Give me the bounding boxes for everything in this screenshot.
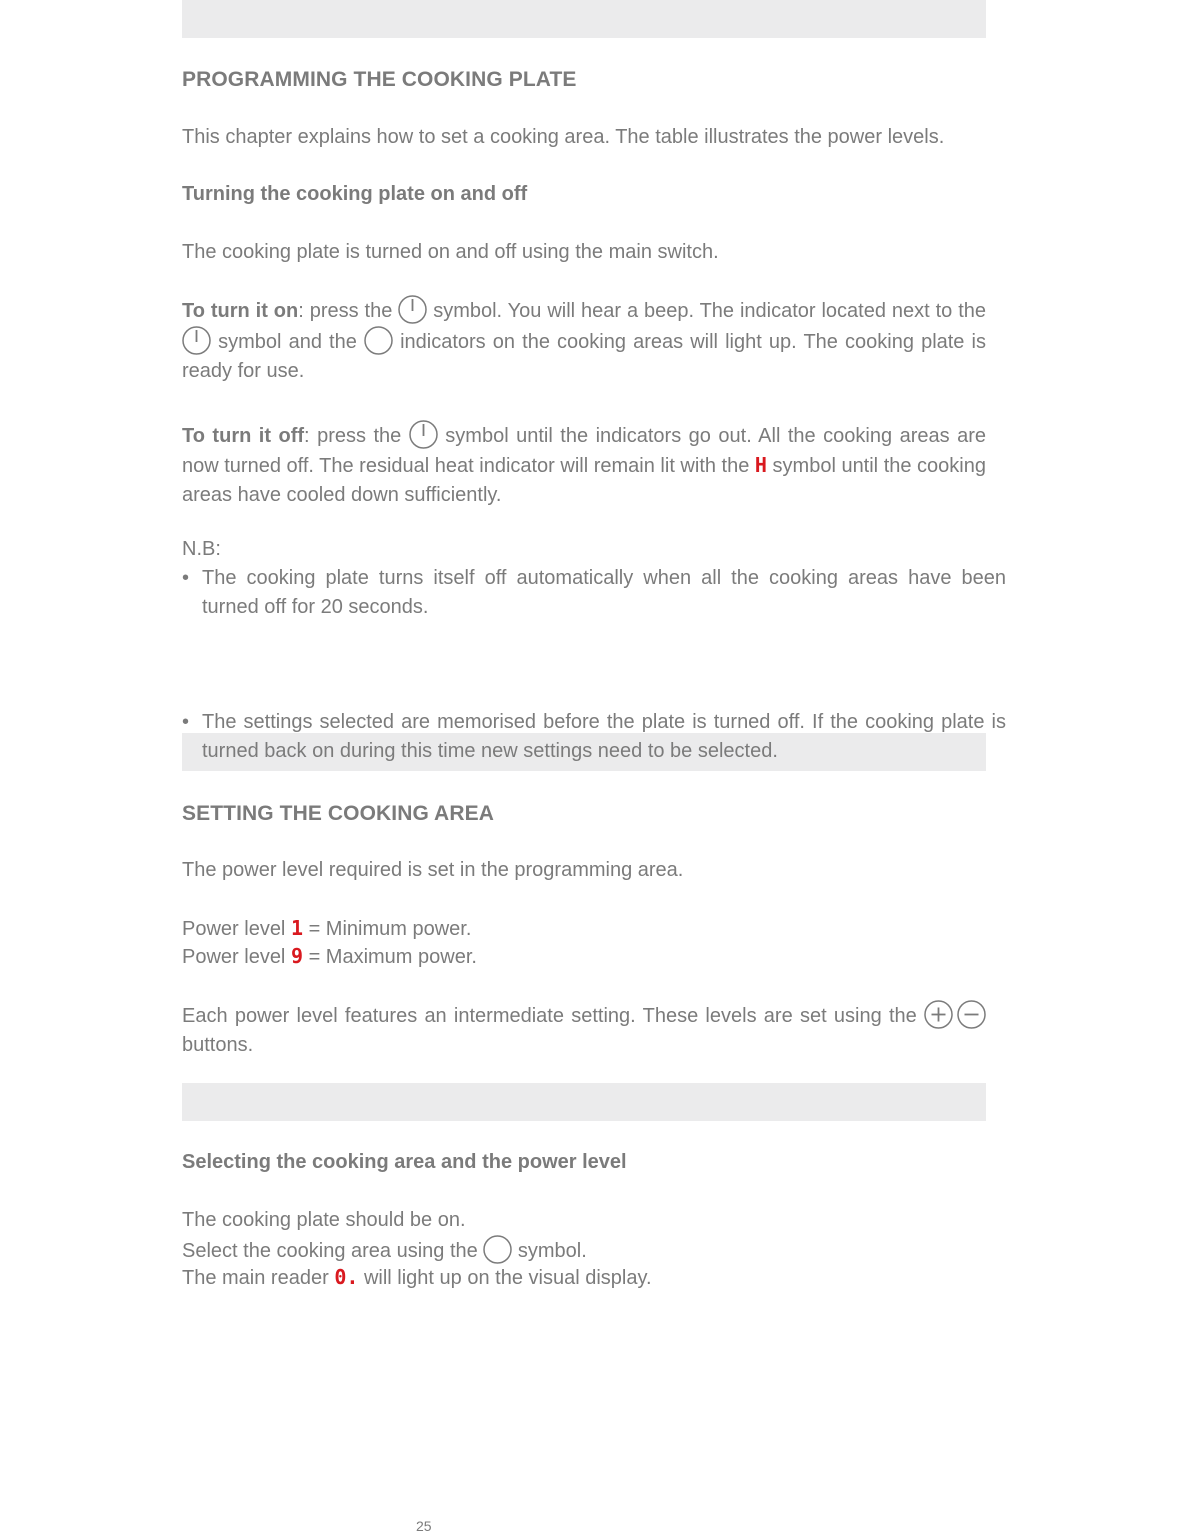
selecting-line-1: The cooking plate should be on. (182, 1209, 466, 1231)
subsection-title-selecting: Selecting the cooking area and the power level (182, 1151, 627, 1173)
power-icon (398, 295, 427, 324)
setting-intro: The power level required is set in the programming area. (182, 859, 684, 881)
power-level-max-prefix: Power level (182, 946, 286, 968)
turn-off-label: To turn it off (182, 425, 305, 447)
section-bar-selecting (182, 1083, 986, 1121)
selecting-line-2-text-b: symbol. (517, 1240, 587, 1262)
power-level-min (182, 914, 986, 944)
display-digit-9: 9 (290, 944, 303, 968)
turn-on-label: To turn it on (182, 300, 299, 322)
bullet-mark: • (182, 567, 190, 589)
intermediate-text-2: buttons. (182, 1034, 254, 1056)
bullet-text: The settings selected are memorised before the plate is turned off. If the cooking plate is turned back on during this time new settings need to be selected. (202, 711, 1006, 762)
selecting-line-3-text-b: will light up on the visual display. (363, 1267, 652, 1289)
turn-off-text-1: : press the (304, 425, 402, 447)
turn-on-text-1: : press the (298, 300, 393, 322)
page-number: 25 (416, 1518, 432, 1534)
bullet-text: The cooking plate turns itself off automatically when all the cooking areas have been turned off for 20 seconds. (202, 567, 1006, 618)
power-level-min-prefix: Power level (182, 918, 286, 940)
power-icon (409, 420, 438, 449)
cooking-area-circle-icon (364, 326, 393, 355)
intermediate-paragraph (182, 1000, 986, 1060)
intermediate-text-1: Each power level features an intermediate setting. These levels are set using the (182, 1005, 917, 1027)
display-digit-0: 0. (334, 1265, 359, 1289)
display-digit-1: 1 (290, 916, 303, 940)
power-level-min-suffix: = Minimum power. (308, 918, 472, 940)
subsection-title-on-off: Turning the cooking plate on and off (182, 183, 528, 205)
turn-on-text-3: symbol and the (218, 331, 357, 353)
bullet-mark: • (182, 711, 190, 733)
selecting-line-2 (182, 1235, 986, 1266)
selecting-line-2-text-a: Select the cooking area using the (182, 1240, 478, 1262)
plus-icon (924, 1000, 953, 1029)
turn-on-text-4: indicators on the cooking areas will light up. The cooking plate is ready for use. (182, 331, 986, 382)
turn-off-text-3: symbol until the cooking areas have cooled down sufficiently. (182, 455, 986, 506)
cooking-area-circle-icon (483, 1235, 512, 1264)
section-bar-top (182, 0, 986, 38)
minus-icon (957, 1000, 986, 1029)
list-item (182, 564, 1006, 622)
selecting-line-3-text-a: The main reader (182, 1267, 329, 1289)
selecting-line-3 (182, 1263, 986, 1293)
residual-heat-h-symbol: H (754, 453, 767, 477)
section-title-setting: SETTING THE COOKING AREA (182, 802, 494, 825)
nb-label: N.B: (182, 538, 221, 560)
list-item (182, 708, 1006, 766)
power-level-max (182, 942, 986, 972)
turn-off-paragraph (182, 420, 986, 510)
power-icon (182, 326, 211, 355)
section-title-programming: PROGRAMMING THE COOKING PLATE (182, 68, 577, 91)
turn-off-text-2: symbol until the indicators go out. All the cooking areas are now turned off. The residual heat indicator will remain lit with the (182, 425, 987, 477)
main-switch-paragraph: The cooking plate is turned on and off using the main switch. (182, 241, 719, 263)
turn-on-paragraph (182, 295, 986, 386)
turn-on-text-2: symbol. You will hear a beep. The indicator located next to the (433, 300, 986, 322)
power-level-max-suffix: = Maximum power. (308, 946, 477, 968)
intro-paragraph: This chapter explains how to set a cooking area. The table illustrates the power levels. (182, 126, 945, 148)
